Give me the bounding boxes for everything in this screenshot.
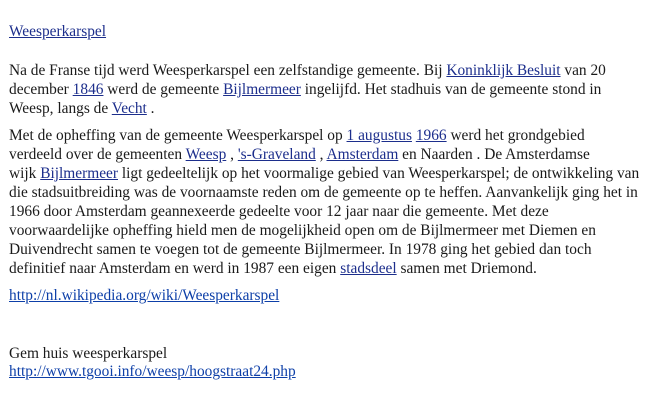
text-run: Weesp, langs de (9, 100, 112, 117)
text-line (9, 145, 619, 164)
link-1-augustus[interactable]: 1 augustus (346, 127, 412, 144)
text-run: . (146, 100, 155, 117)
text-line: Duivendrecht samen te voegen tot de gemeente Bijlmermeer. In 1978 ging het gebied dan toch (9, 241, 592, 258)
link-1966[interactable]: 1966 (415, 127, 447, 144)
text-run: van 20 (560, 62, 606, 79)
text-line (9, 126, 619, 145)
text-run: december (9, 81, 73, 98)
text-run: ingelijfd. Het stadhuis van de gemeente stond in (300, 81, 602, 98)
link-s-graveland[interactable]: 's-Graveland (237, 146, 316, 163)
heading-link[interactable]: Weesperkarspel (9, 23, 107, 40)
text-run: Met de opheffing van de gemeente Weesperkarspel op (9, 127, 347, 144)
text-line: voorwaardelijke opheffing hield men de mogelijkheid open om de Bijlmermeer met Diemen en (9, 222, 596, 239)
text-run: werd de gemeente (103, 81, 224, 98)
tgooi-link[interactable]: http://www.tgooi.info/weesp/hoogstraat24.php (9, 363, 296, 380)
gem-huis-label: Gem huis weesperkarspel (9, 345, 168, 362)
text-run: samen met Driemond. (396, 260, 537, 277)
text-line (9, 61, 619, 80)
link-amsterdam[interactable]: Amsterdam (326, 146, 399, 163)
text-run: verdeeld over de gemeenten (9, 146, 186, 163)
text-run: definitief naar Amsterdam en werd in 1987 een eigen (9, 260, 341, 277)
text-run: wijk (9, 165, 41, 182)
paragraph-history (9, 61, 619, 118)
wikipedia-link[interactable]: http://nl.wikipedia.org/wiki/Weesperkarspel (9, 287, 280, 304)
text-run: , (226, 146, 238, 163)
text-run: ligt gedeeltelijk op het voormalige gebied van Weesperkarspel; de ontwikkeling van (118, 165, 640, 182)
text-line (9, 259, 619, 278)
link-weesp[interactable]: Weesp (185, 146, 227, 163)
text-run: werd het grondgebied (446, 127, 585, 144)
link-stadsdeel[interactable]: stadsdeel (340, 260, 397, 277)
link-1846[interactable]: 1846 (72, 81, 104, 98)
text-line: 1966 door Amsterdam geannexeerde gedeelte voor 12 jaar naar die gemeente. Met deze (9, 203, 549, 220)
text-run: en Naarden . De Amsterdamse (398, 146, 590, 163)
link-bijlmermeer[interactable]: Bijlmermeer (223, 81, 301, 98)
text-run: , (315, 146, 327, 163)
link-koninklijk-besluit[interactable]: Koninklijk Besluit (446, 62, 561, 79)
text-line (9, 99, 619, 118)
text-line (9, 164, 640, 183)
paragraph-opheffing (9, 126, 640, 278)
link-bijlmermeer-wijk[interactable]: Bijlmermeer (40, 165, 118, 182)
text-line: die stadsuitbreiding was de voornaamste reden om de gemeente op te heffen. Aanvankelijk ging het in (9, 184, 638, 201)
text-line (9, 80, 619, 99)
text-run: Na de Franse tijd werd Weesperkarspel een zelfstandige gemeente. Bij (9, 62, 447, 79)
link-vecht[interactable]: Vecht (111, 100, 147, 117)
